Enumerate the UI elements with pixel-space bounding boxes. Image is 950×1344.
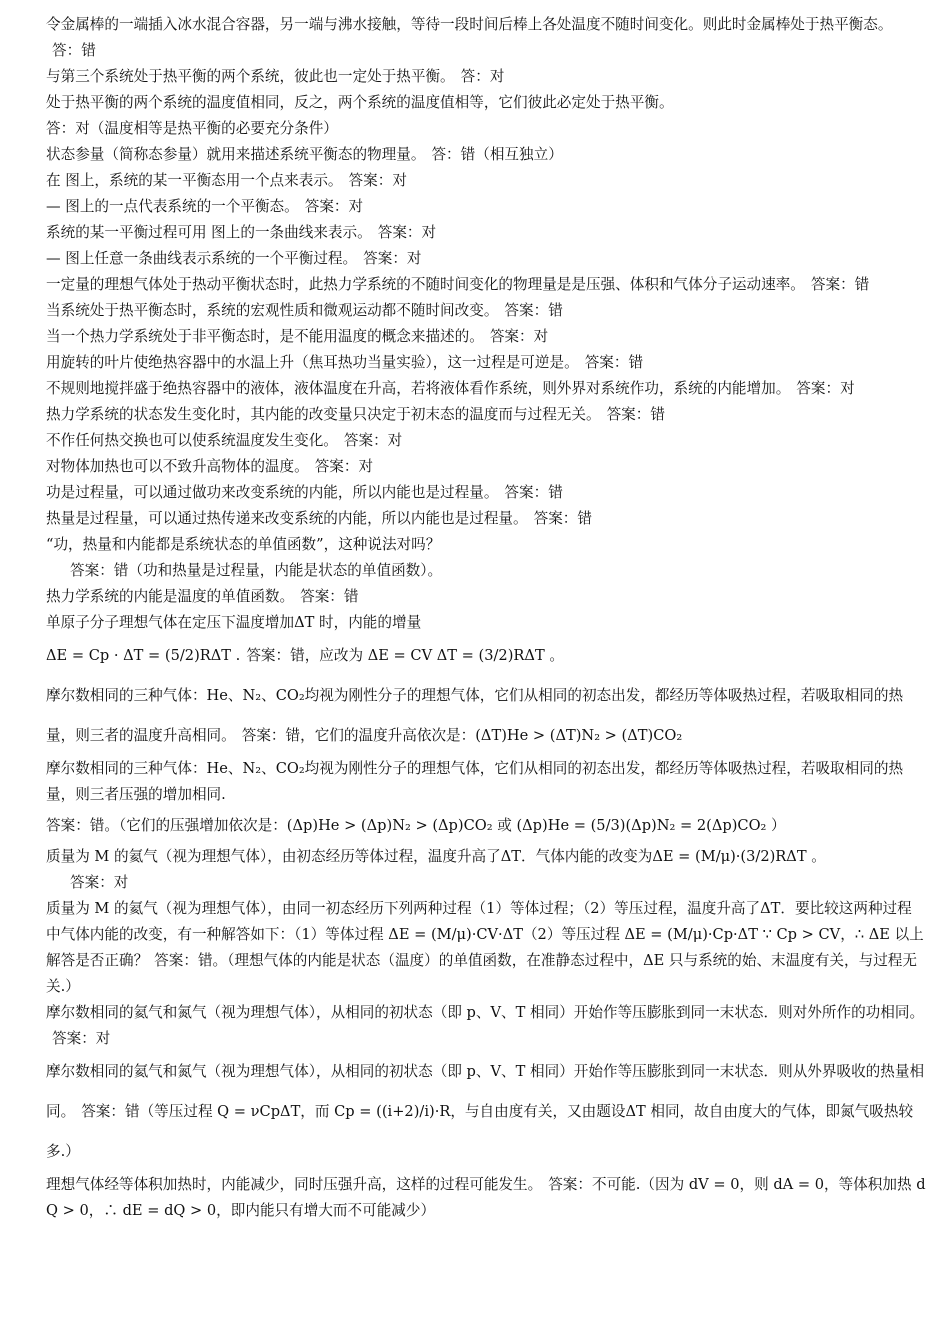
- question-text: 一定量的理想气体处于热动平衡状态时，此热力学系统的不随时间变化的物理量是是压强、体积和气体分子运动速率。: [46, 276, 805, 293]
- question-item: [46, 808, 926, 844]
- question-text: 与第三个系统处于热平衡的两个系统，彼此也一定处于热平衡。: [46, 68, 455, 85]
- question-text: 在 图上，系统的某一平衡态用一个点来表示。: [46, 172, 343, 189]
- question-text: 热力学系统的内能是温度的单值函数。: [46, 588, 295, 605]
- question-text: ΔE = Cp · ΔT = (5/2)RΔT .: [46, 647, 241, 664]
- question-text: 功是过程量，可以通过做功来改变系统的内能，所以内能也是过程量。: [46, 484, 499, 501]
- question-text: 对物体加热也可以不致升高物体的温度。: [46, 458, 309, 475]
- answer-text: 答案：对: [348, 172, 407, 189]
- question-text: 热力学系统的状态发生变化时，其内能的改变量只决定于初末态的温度而与过程无关。: [46, 406, 601, 423]
- answer-text: 答案：对: [314, 458, 374, 475]
- question-item: [46, 558, 926, 584]
- question-item: [46, 168, 926, 194]
- question-item: [46, 610, 926, 636]
- answer-text: 答案：对: [489, 328, 549, 345]
- question-item: [46, 246, 926, 272]
- document-body: [46, 12, 926, 1224]
- answer-text: 答案：错（等压过程 Q = νCpΔT，而 Cp = ((i+2)/i)·R，与自由度有关，又由题设ΔT 相同，故自由度大的气体，即氮气吸热较多.）: [46, 1103, 914, 1160]
- answer-text: 答案：错: [504, 484, 563, 501]
- question-text: — 图上任意一条曲线表示系统的一个平衡过程。: [46, 250, 358, 267]
- answer-text: 答案：对: [343, 432, 403, 449]
- answer-text: 答案：对: [377, 224, 437, 241]
- question-item: [46, 116, 926, 142]
- answer-text: 答：对（温度相等是热平衡的必要充分条件）: [46, 120, 338, 137]
- question-text: 当系统处于热平衡态时，系统的宏观性质和微观运动都不随时间改变。: [46, 302, 499, 319]
- question-item: [46, 896, 926, 1000]
- question-item: [46, 142, 926, 168]
- question-item: [46, 584, 926, 610]
- answer-text: 答案：错。（理想气体的内能是状态（温度）的单值函数，在准静态过程中，ΔE 只与系统的始、末温度有关，与过程无关.）: [46, 952, 917, 995]
- question-item: [46, 506, 926, 532]
- question-item: [46, 1172, 926, 1224]
- question-item: [46, 1000, 926, 1052]
- question-text: 用旋转的叶片使绝热容器中的水温上升（焦耳热功当量实验），这一过程是可逆是。: [46, 354, 579, 371]
- question-item: [46, 194, 926, 220]
- answer-text: 答案：错（功和热量是过程量，内能是状态的单值函数）。: [70, 562, 443, 579]
- answer-text: 答案：错: [533, 510, 592, 527]
- question-item: [46, 676, 926, 756]
- question-text: — 图上的一点代表系统的一个平衡态。: [46, 198, 299, 215]
- answer-text: 答案：错，它们的温度升高依次是：(ΔT)He > (ΔT)N₂ > (ΔT)CO₂: [241, 727, 683, 744]
- question-item: [46, 428, 926, 454]
- question-item: [46, 220, 926, 246]
- question-text: 摩尔数相同的三种气体：He、N₂、CO₂均视为刚性分子的理想气体，它们从相同的初态出发，都经历等体吸热过程，若吸取相同的热量，则三者压强的增加相同.: [46, 760, 904, 803]
- question-item: [46, 454, 926, 480]
- question-item: [46, 402, 926, 428]
- answer-text: 答案：错，应改为 ΔE = CV ΔT = (3/2)RΔT 。: [246, 647, 564, 664]
- question-text: 理想气体经等体积加热时，内能减少，同时压强升高，这样的过程可能发生。: [46, 1176, 543, 1193]
- question-text: 不规则地搅拌盛于绝热容器中的液体，液体温度在升高，若将液体看作系统，则外界对系统作功，系统的内能增加。: [46, 380, 791, 397]
- question-item: [46, 12, 926, 64]
- question-text: 热量是过程量，可以通过热传递来改变系统的内能，所以内能也是过程量。: [46, 510, 528, 527]
- question-text: 令金属棒的一端插入冰水混合容器，另一端与沸水接触，等待一段时间后棒上各处温度不随时间变化。则此时金属棒处于热平衡态。: [46, 16, 893, 33]
- answer-text: 答案：错。（它们的压强增加依次是：(Δp)He > (Δp)N₂ > (Δp)CO₂ 或 (Δp)He = (5/3)(Δp)N₂ = 2(Δp)CO₂ ）: [46, 817, 786, 834]
- question-text: 摩尔数相同的氦气和氮气（视为理想气体），从相同的初状态（即 p、V、T 相同）开始作等压膨胀到同一末状态．则对外所作的功相同。: [46, 1004, 925, 1021]
- question-item: [46, 636, 926, 676]
- question-item: [46, 376, 926, 402]
- question-text: 当一个热力学系统处于非平衡态时，是不能用温度的概念来描述的。: [46, 328, 484, 345]
- question-text: 状态参量（简称态参量）就用来描述系统平衡态的物理量。: [46, 146, 426, 163]
- question-item: [46, 324, 926, 350]
- answer-text: 答案：错: [606, 406, 665, 423]
- question-item: [46, 870, 926, 896]
- question-text: “功，热量和内能都是系统状态的单值函数”，这种说法对吗？: [46, 536, 441, 553]
- question-item: [46, 756, 926, 808]
- answer-text: 答案：对: [363, 250, 422, 267]
- question-item: [46, 350, 926, 376]
- question-item: [46, 272, 926, 298]
- question-text: 摩尔数相同的三种气体：He、N₂、CO₂均视为刚性分子的理想气体，它们从相同的初态出发，都经历等体吸热过程，若吸取相同的热量，则三者的温度升高相同。: [46, 687, 904, 744]
- question-item: [46, 480, 926, 506]
- answer-text: 答案：对: [304, 198, 364, 215]
- question-item: [46, 1052, 926, 1172]
- question-text: 摩尔数相同的氦气和氮气（视为理想气体），从相同的初状态（即 p、V、T 相同）开始作等压膨胀到同一末状态．则从外界吸收的热量相同。: [46, 1063, 925, 1120]
- question-text: 不作任何热交换也可以使系统温度发生变化。: [46, 432, 338, 449]
- answer-text: 答：对: [460, 68, 505, 85]
- question-item: [46, 298, 926, 324]
- question-text: 质量为 M 的氦气（视为理想气体），由同一初态经历下列两种过程（1）等体过程；（2）等压过程，温度升高了ΔT．要比较这两种过程中气体内能的改变，有一种解答如下：（1）等体过程 ΔE = (M/μ)·CV·ΔT（2）等压过程 ΔE = (M/μ)·Cp·ΔT ∵ Cp > CV，∴ ΔE 以上解答是否正确？: [46, 900, 924, 969]
- question-text: 系统的某一平衡过程可用 图上的一条曲线来表示。: [46, 224, 372, 241]
- answer-text: 答案：对: [52, 1030, 111, 1047]
- answer-text: 答案：错: [300, 588, 359, 605]
- answer-text: 答：错（相互独立）: [431, 146, 563, 163]
- answer-text: 答案：对: [70, 874, 129, 891]
- question-text: 单原子分子理想气体在定压下温度增加ΔT 时，内能的增量: [46, 614, 422, 631]
- answer-text: 答案：不可能.（因为 dV = 0，则 dA = 0，等体积加热 dQ > 0，∴ dE = dQ > 0，即内能只有增大而不可能减少）: [46, 1176, 926, 1219]
- question-item: [46, 90, 926, 116]
- answer-text: 答案：错: [810, 276, 870, 293]
- question-item: [46, 844, 926, 870]
- question-item: [46, 532, 926, 558]
- question-text: 处于热平衡的两个系统的温度值相同，反之，两个系统的温度值相等，它们彼此必定处于热平衡。: [46, 94, 674, 111]
- question-text: 质量为 M 的氦气（视为理想气体），由初态经历等体过程，温度升高了ΔT．气体内能的改变为ΔE = (M/μ)·(3/2)RΔT 。: [46, 848, 826, 865]
- answer-text: 答案：对: [796, 380, 855, 397]
- question-item: [46, 64, 926, 90]
- answer-text: 答案：错: [584, 354, 644, 371]
- answer-text: 答：错: [52, 42, 96, 59]
- answer-text: 答案：错: [504, 302, 563, 319]
